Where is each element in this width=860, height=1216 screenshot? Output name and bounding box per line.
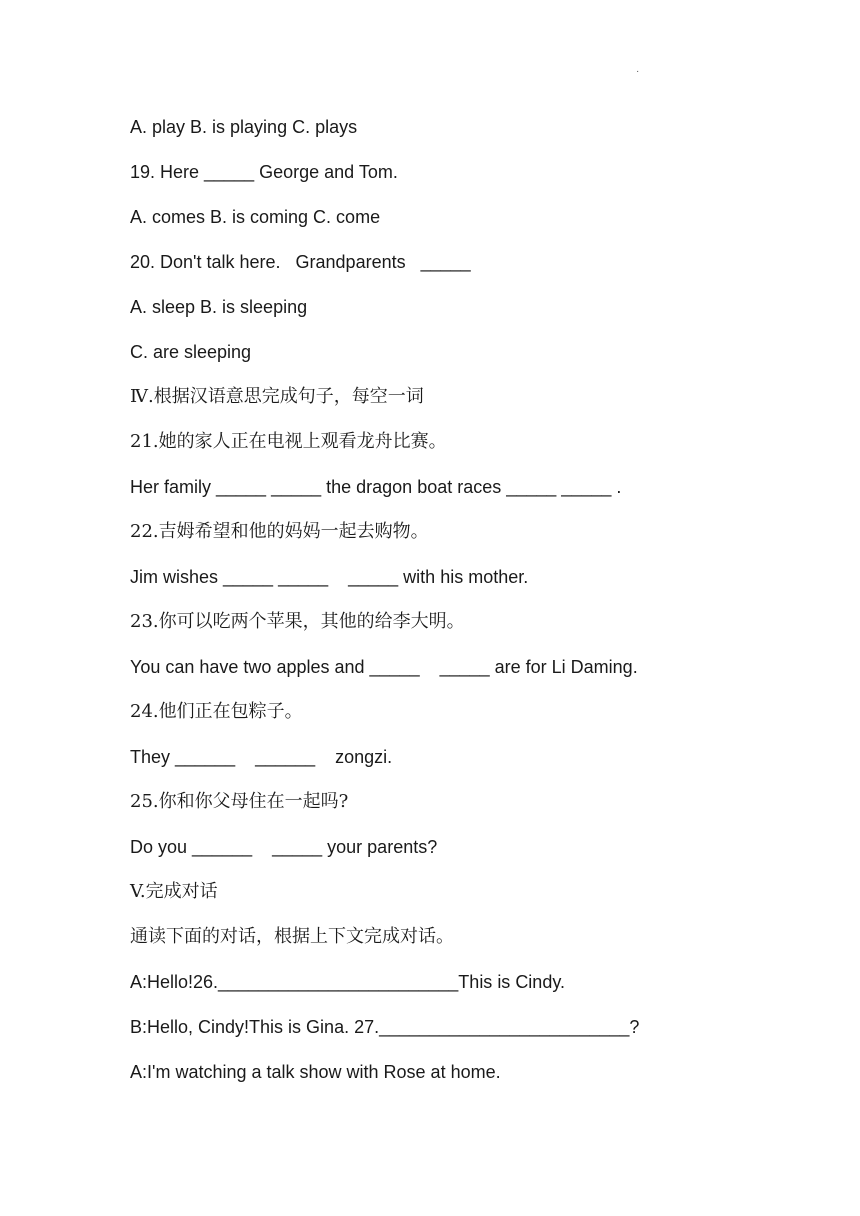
question-21-english: Her family _____ _____ the dragon boat races _____ _____ . [130,477,622,497]
dialogue-line-27: B:Hello, Cindy!This is Gina. 27._________________________? [130,1017,640,1037]
worksheet-content [130,113,810,1103]
dialogue-line-26: A:Hello!26.________________________This is Cindy. [130,972,565,992]
answer-options-19: A. comes B. is coming C. come [130,207,381,227]
answer-options-18: A. play B. is playing C. plays [130,117,358,137]
page-marker: · [636,66,640,77]
question-22-english: Jim wishes _____ _____ _____ with his mother. [130,567,529,587]
question-24-chinese: 24.他们正在包粽子。 [130,701,303,722]
question-25-chinese: 25.你和你父母住在一起吗? [130,791,349,812]
section-v-heading: V.完成对话 [130,881,218,902]
question-25-english: Do you ______ _____ your parents? [130,837,438,857]
question-22-chinese: 22.吉姆希望和他的妈妈一起去购物。 [130,521,429,542]
dialogue-line-a-reply: A:I'm watching a talk show with Rose at home. [130,1062,501,1082]
question-19: 19. Here _____ George and Tom. [130,162,398,182]
section-v-instructions: 通读下面的对话，根据上下文完成对话。 [130,926,454,947]
question-21-chinese: 21.她的家人正在电视上观看龙舟比赛。 [130,431,447,452]
question-20: 20. Don't talk here. Grandparents _____ [130,252,471,272]
answer-option-20-c: C. are sleeping [130,342,252,362]
section-iv-heading: Ⅳ.根据汉语意思完成句子，每空一词 [130,386,424,407]
question-24-english: They ______ ______ zongzi. [130,747,393,767]
question-23-english: You can have two apples and _____ _____ are for Li Daming. [130,657,638,677]
answer-options-20-ab: A. sleep B. is sleeping [130,297,308,317]
question-23-chinese: 23.你可以吃两个苹果，其他的给李大明。 [130,611,465,632]
